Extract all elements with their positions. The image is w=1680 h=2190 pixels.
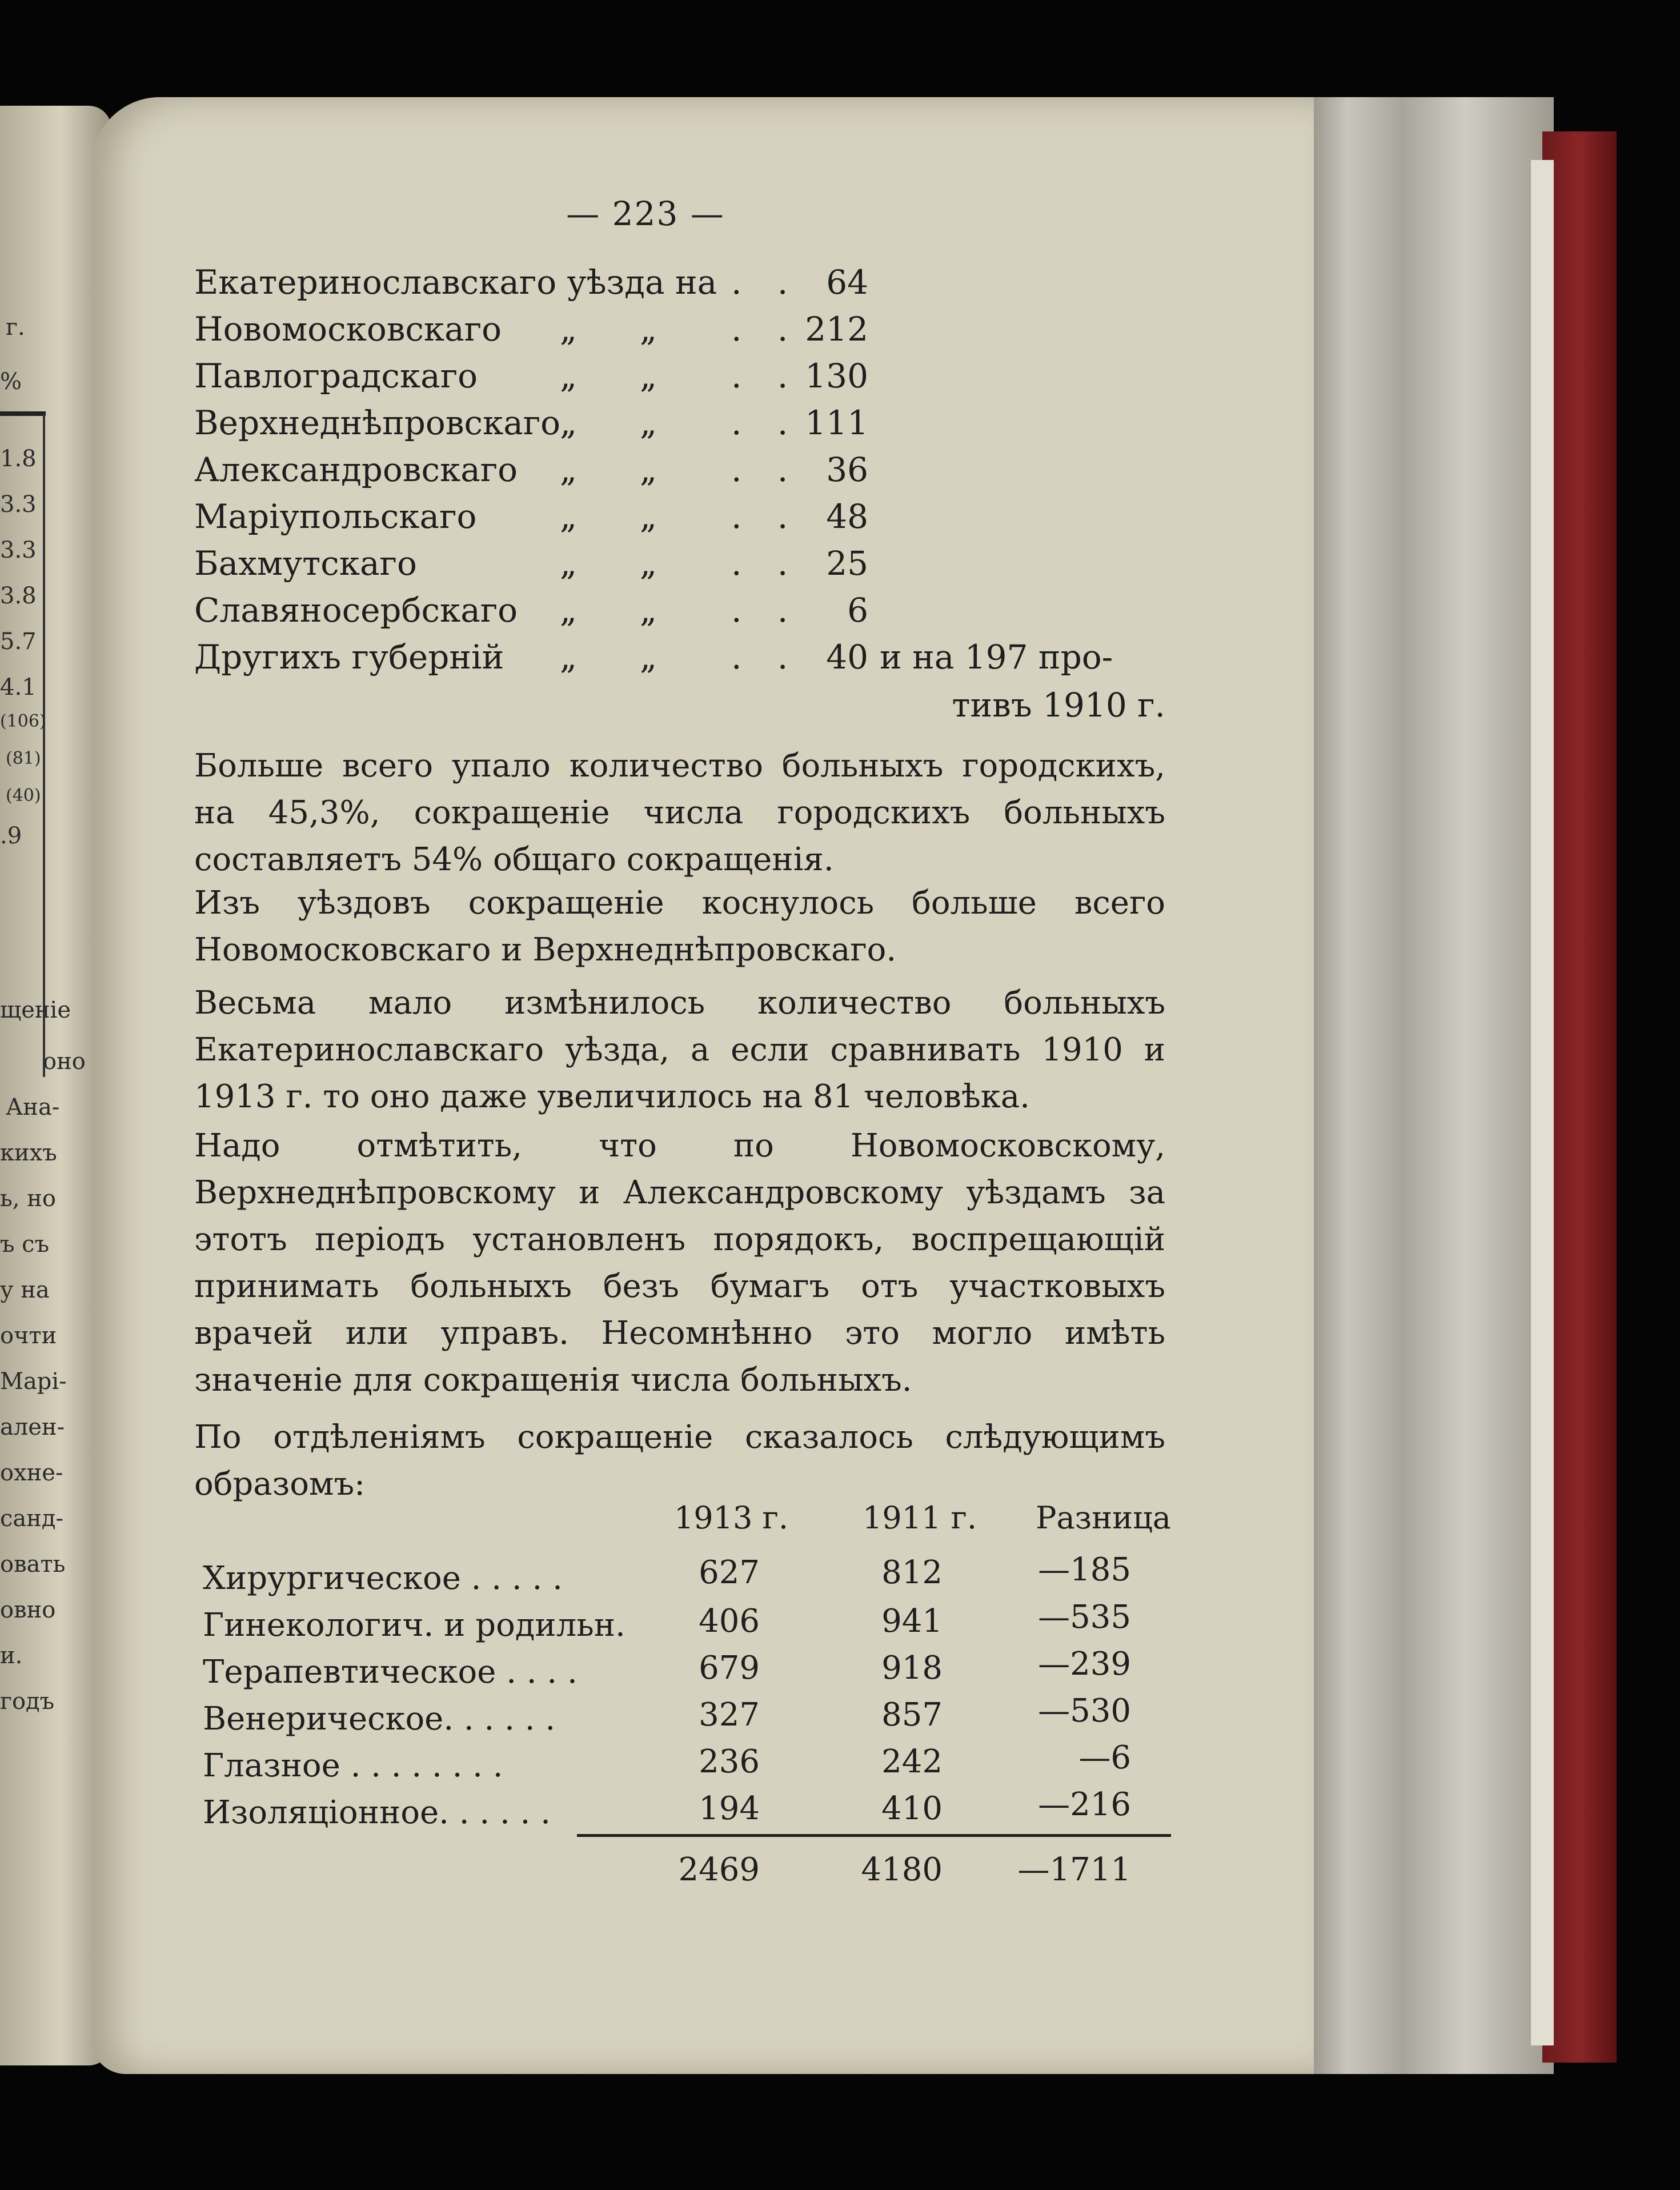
- value-1911: 857: [881, 1696, 943, 1733]
- difference: —535: [1038, 1599, 1131, 1636]
- fragment: ален-: [0, 1414, 65, 1440]
- ditto-mark: „: [640, 638, 657, 676]
- fragment: %: [0, 369, 22, 395]
- district-name: Верхнеднѣпровскаго: [194, 403, 561, 442]
- district-name: Павлоградскаго: [194, 357, 478, 395]
- district-value: 64: [826, 263, 868, 302]
- value-1911: 242: [881, 1743, 943, 1780]
- value-1913: 679: [699, 1649, 760, 1687]
- district-tail: и на 197 про-: [880, 638, 1113, 676]
- value-1913: 406: [699, 1603, 760, 1640]
- leader-dots: . .: [731, 450, 801, 489]
- district-name: Екатеринославскаго уѣзда на: [194, 263, 717, 302]
- ditto-mark: „: [560, 403, 578, 442]
- fragment: (40): [6, 786, 41, 806]
- value-1913: 627: [699, 1554, 760, 1591]
- district-name: Новомосковскаго: [194, 310, 502, 349]
- continuation-text: тивъ 1910 г.: [952, 686, 1165, 724]
- difference: —530: [1038, 1692, 1131, 1729]
- department-name: Хирургическое . . . . .: [203, 1560, 563, 1597]
- list-continuation: [891, 686, 1165, 731]
- fragment: 3.3: [0, 537, 37, 563]
- district-name: Другихъ губерній: [194, 638, 504, 676]
- fragment: 4.1: [0, 674, 37, 700]
- district-value: 36: [826, 450, 868, 489]
- department-name: Терапевтическое . . . .: [203, 1653, 578, 1691]
- total-rule: [577, 1834, 1171, 1837]
- value-1911: 941: [881, 1603, 943, 1640]
- paragraph: Надо отмѣтить, что по Новомосковскому, Верхнеднѣпровскому и Александровскому уѣздамъ за этотъ періодъ установленъ порядокъ, воспрещающій принимать больныхъ безъ бумагъ отъ участковыхъ врачей или управъ. Несомнѣнно это могло имѣть значеніе для сокращенія числа больныхъ.: [194, 1127, 1165, 1399]
- column-header: Разница: [1036, 1500, 1171, 1536]
- fragment: 1.8: [0, 446, 37, 472]
- fragment: Ана-: [6, 1094, 60, 1120]
- difference: —239: [1038, 1645, 1131, 1683]
- fragment: (106): [0, 711, 46, 731]
- leader-dots: . .: [731, 403, 801, 442]
- district-name: Маріупольскаго: [194, 497, 477, 536]
- ditto-mark: „: [560, 591, 578, 630]
- total-1913: 2469: [678, 1851, 760, 1888]
- fragment: .9: [0, 823, 22, 849]
- leader-dots: . .: [731, 591, 801, 630]
- leader-dots: . .: [731, 310, 801, 349]
- fragment: 3.3: [0, 491, 37, 518]
- book-page-block: [1302, 97, 1554, 2074]
- fragment: щеніе: [0, 997, 71, 1023]
- paragraph: Больше всего упало количество больныхъ городскихъ, на 45,3%, сокращеніе числа городскихъ больныхъ составляетъ 54% общаго сокращенія.: [194, 747, 1165, 878]
- cover-lining: [1531, 160, 1554, 2045]
- fragment: у на: [0, 1277, 50, 1303]
- district-name: Бахмутскаго: [194, 544, 417, 583]
- leader-dots: . .: [731, 638, 801, 676]
- fragment: очти: [0, 1323, 57, 1349]
- district-value: 40: [826, 638, 868, 676]
- column-header: 1911 г.: [862, 1500, 977, 1536]
- fragment: ь, но: [0, 1186, 56, 1212]
- list-item: [194, 403, 868, 449]
- fragment: 5.7: [0, 628, 37, 655]
- value-1911: 918: [881, 1649, 943, 1687]
- ditto-mark: „: [640, 591, 657, 630]
- ditto-mark: „: [560, 544, 578, 583]
- table-rule: [0, 411, 46, 416]
- fragment: (81): [6, 748, 41, 768]
- fragment: г.: [6, 314, 25, 341]
- difference: —185: [1038, 1551, 1131, 1588]
- district-name: Славяносербскаго: [194, 591, 518, 630]
- list-item: [194, 544, 868, 590]
- paragraph: По отдѣленіямъ сокращеніе сказалось слѣдующимъ образомъ:: [194, 1419, 1165, 1503]
- total-1911: 4180: [861, 1851, 943, 1888]
- difference: —6: [1078, 1739, 1131, 1776]
- list-item: [194, 310, 868, 355]
- department-name: Глазное . . . . . . . .: [203, 1747, 503, 1784]
- list-item: [194, 450, 868, 496]
- fragment: оно: [43, 1048, 86, 1075]
- paragraph: Изъ уѣздовъ сокращеніе коснулось больше всего Новомосковскаго и Верхнеднѣпровскаго.: [194, 884, 1165, 968]
- list-item: [194, 263, 868, 309]
- ditto-mark: „: [640, 403, 657, 442]
- list-item-tail: [880, 638, 1165, 683]
- district-value: 130: [805, 357, 868, 395]
- list-item: [194, 638, 868, 683]
- fragment: ъ съ: [0, 1231, 50, 1258]
- fragment: годъ: [0, 1688, 55, 1715]
- fragment: овно: [0, 1597, 56, 1623]
- district-value: 212: [805, 310, 868, 349]
- department-name: Венерическое. . . . . .: [203, 1700, 556, 1737]
- district-name: Александровскаго: [194, 450, 518, 489]
- value-1913: 236: [699, 1743, 760, 1780]
- ditto-mark: „: [640, 310, 657, 349]
- ditto-mark: „: [640, 357, 657, 395]
- ditto-mark: „: [560, 638, 578, 676]
- fragment: 3.8: [0, 583, 37, 609]
- value-1913: 327: [699, 1696, 760, 1733]
- value-1911: 812: [881, 1554, 943, 1591]
- fragment: охне-: [0, 1460, 63, 1486]
- fragment: овать: [0, 1551, 66, 1578]
- fragment: кихъ: [0, 1140, 57, 1166]
- total-difference: —1711: [1017, 1851, 1131, 1888]
- column-header: 1913 г.: [673, 1500, 788, 1536]
- ditto-mark: „: [560, 450, 578, 489]
- district-value: 48: [826, 497, 868, 536]
- ditto-mark: „: [640, 544, 657, 583]
- department-name: Изоляціонное. . . . . .: [203, 1794, 551, 1831]
- leader-dots: . .: [731, 497, 801, 536]
- leader-dots: . .: [731, 357, 801, 395]
- table-rule-vertical: [43, 414, 45, 1077]
- leader-dots: . .: [731, 263, 801, 302]
- ditto-mark: „: [560, 357, 578, 395]
- fragment: санд-: [0, 1506, 64, 1532]
- ditto-mark: „: [640, 450, 657, 489]
- list-item: [194, 591, 868, 636]
- value-1913: 194: [699, 1790, 760, 1827]
- district-value: 25: [826, 544, 868, 583]
- department-name: Гинекологич. и родильн.: [203, 1607, 626, 1644]
- list-item: [194, 497, 868, 543]
- leader-dots: . .: [731, 544, 801, 583]
- district-value: 111: [805, 403, 868, 442]
- ditto-mark: „: [560, 497, 578, 536]
- difference: —216: [1038, 1786, 1131, 1823]
- ditto-mark: „: [640, 497, 657, 536]
- district-value: 6: [847, 591, 868, 630]
- page-number: — 223 —: [566, 194, 725, 233]
- paragraph: Весьма мало измѣнилось количество больныхъ Екатеринославскаго уѣзда, а если сравнивать 1910 и 1913 г. то оно даже увеличилось на 81 человѣка.: [194, 984, 1165, 1115]
- fragment: Марі-: [0, 1368, 67, 1395]
- list-item: [194, 357, 868, 402]
- value-1911: 410: [881, 1790, 943, 1827]
- ditto-mark: „: [560, 310, 578, 349]
- fragment: и.: [0, 1643, 23, 1669]
